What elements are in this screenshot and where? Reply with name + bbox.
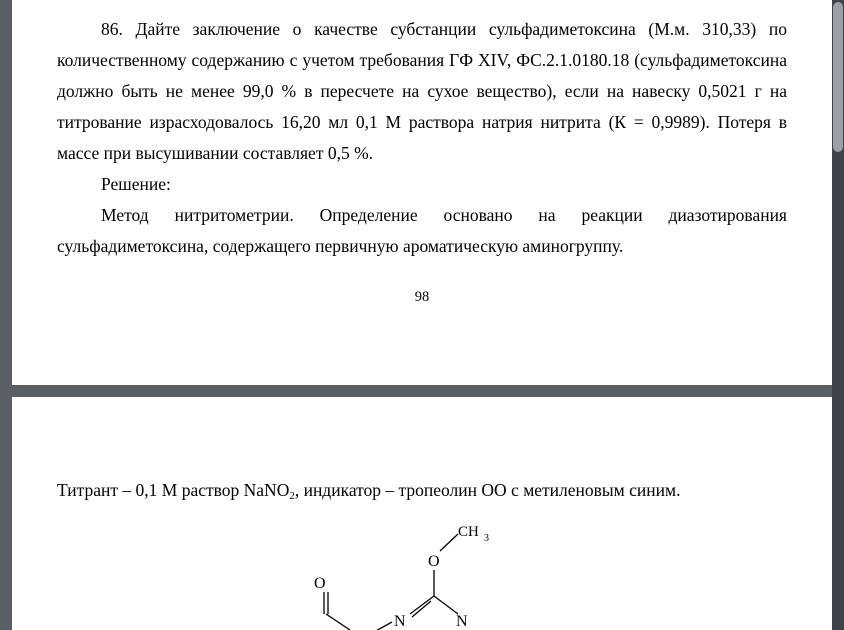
- paragraph-solution-heading: Решение:: [101, 174, 171, 194]
- label-methyl: CH: [458, 524, 479, 540]
- label-nitrogen-left: N: [394, 613, 406, 630]
- document-page-99: [12, 397, 832, 630]
- chemical-structure: [57, 518, 787, 630]
- document-page-98: [12, 0, 832, 385]
- titrant-text-before: Титрант – 0,1 М раствор NaNO: [57, 480, 290, 500]
- titrant-text-after: , индикатор – тропеолин ОО с метиленовым синим.: [294, 480, 681, 500]
- paragraph-titrant: [57, 475, 787, 512]
- page-number: 98: [414, 289, 430, 305]
- titrant-subscript: 2: [289, 490, 295, 502]
- label-methyl-subscript: 3: [484, 533, 489, 544]
- label-nitrogen-right: N: [456, 613, 468, 630]
- scrollbar-thumb[interactable]: [833, 2, 843, 152]
- paragraph-task-86: 86. Дайте заключение о качестве субстанции сульфадиметоксина (М.м. 310,33) по количественному содержанию с учетом требования ГФ XIV, ФС.2.1.0180.18 (сульфадиметоксина должно быть не менее 99,0 % в пересчете на сухое вещество), если на навеску 0,5021 г на титрование израсходовалось 16,20 мл 0,1 М раствора натрия нитрита (К = 0,9989). Потеря в массе при высушивании составляет 0,5 %.: [57, 19, 787, 163]
- structure-svg: [262, 518, 582, 630]
- vertical-scrollbar[interactable]: [832, 0, 844, 630]
- label-oxygen-top: O: [428, 553, 440, 570]
- paragraph-method: Метод нитритометрии. Определение основано на реакции диазотирования сульфадиметоксина, содержащего первичную ароматическую аминогруппу.: [57, 205, 787, 256]
- label-oxygen-left: O: [314, 575, 326, 592]
- page-separator: [12, 385, 832, 397]
